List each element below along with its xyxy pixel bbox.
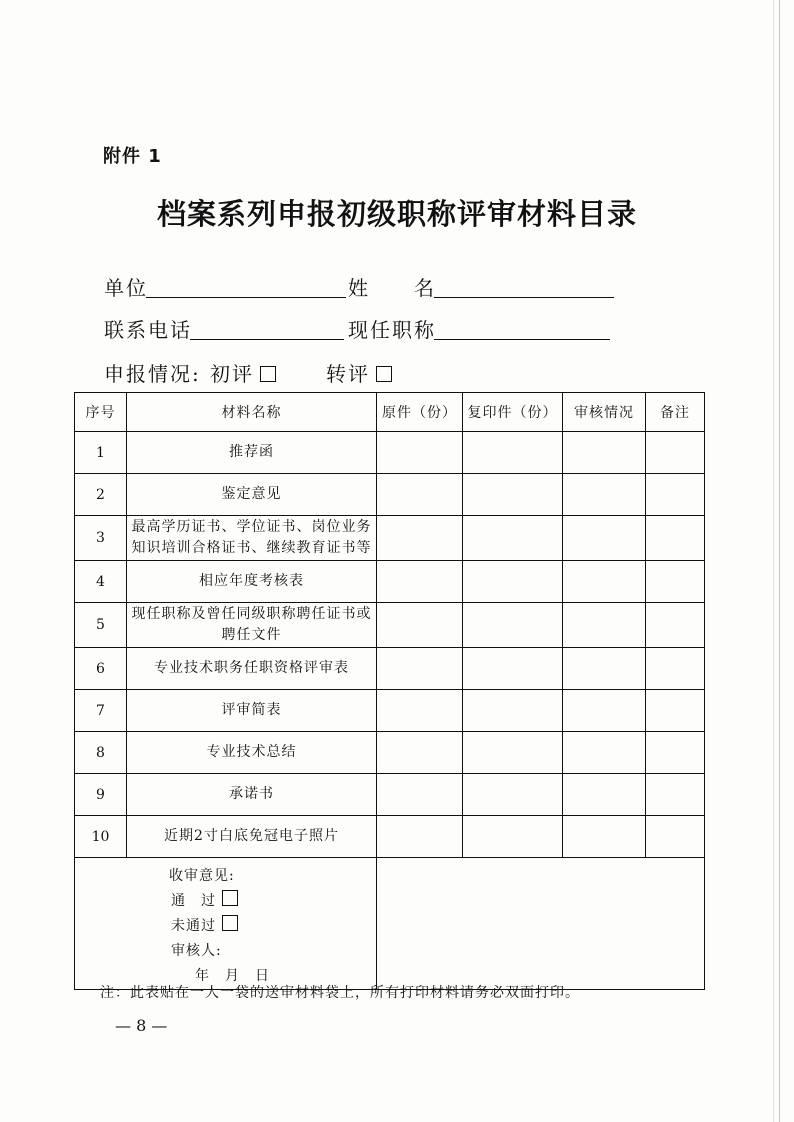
phone-field[interactable] (190, 339, 344, 340)
remark-cell[interactable] (646, 690, 705, 732)
review-cell[interactable] (563, 474, 646, 516)
footnote: 注：此表贴在一人一袋的送审材料袋上，所有打印材料请务必双面打印。 (100, 985, 580, 1001)
review-comment-cell[interactable] (377, 858, 705, 990)
remark-cell[interactable] (646, 474, 705, 516)
phone-label: 联系电话 (104, 318, 192, 342)
attachment-label: 附件 1 (103, 146, 162, 167)
table-row (75, 774, 705, 816)
date-label: 年 月 日 (195, 968, 270, 984)
copy-count-cell[interactable] (463, 432, 563, 474)
table-header-row (75, 393, 705, 432)
page-edge-line-2 (773, 0, 774, 1122)
pass-checkbox[interactable] (222, 890, 238, 906)
pass-label: 通 过 (171, 893, 216, 909)
review-cell[interactable] (563, 603, 646, 648)
material-name: 近期2寸白底免冠电子照片 (127, 816, 377, 858)
original-count-cell[interactable] (377, 516, 463, 561)
name-field[interactable] (434, 297, 614, 298)
materials-table (74, 392, 705, 990)
material-name: 承诺书 (127, 774, 377, 816)
table-row (75, 516, 705, 561)
material-name: 鉴定意见 (127, 474, 377, 516)
table-row (75, 648, 705, 690)
material-name: 相应年度考核表 (127, 561, 377, 603)
review-cell[interactable] (563, 648, 646, 690)
original-count-cell[interactable] (377, 474, 463, 516)
header-cell-original: 原件（份） (377, 393, 463, 432)
review-cell[interactable] (563, 516, 646, 561)
header-cell-remark: 备注 (646, 393, 705, 432)
remark-cell[interactable] (646, 774, 705, 816)
material-name: 最高学历证书、学位证书、岗位业务知识培训合格证书、继续教育证书等 (127, 516, 377, 561)
row-number: 5 (75, 603, 127, 648)
pass-option (169, 889, 376, 914)
material-name: 专业技术职务任职资格评审表 (127, 648, 377, 690)
material-name: 现任职称及曾任同级职称聘任证书或聘任文件 (127, 603, 377, 648)
review-cell[interactable] (563, 816, 646, 858)
row-number: 1 (75, 432, 127, 474)
unit-label: 单位 (104, 276, 148, 300)
review-cell[interactable] (563, 732, 646, 774)
page-number: — 8 — (115, 1016, 168, 1035)
copy-count-cell[interactable] (463, 816, 563, 858)
option-initial (210, 358, 276, 387)
row-number: 4 (75, 561, 127, 603)
row-number: 3 (75, 516, 127, 561)
copy-count-cell[interactable] (463, 474, 563, 516)
original-count-cell[interactable] (377, 732, 463, 774)
reviewer-label: 审核人: (171, 943, 222, 959)
review-cell[interactable] (563, 432, 646, 474)
remark-cell[interactable] (646, 603, 705, 648)
page-edge-line (779, 0, 780, 1122)
remark-cell[interactable] (646, 432, 705, 474)
page-title: 档案系列申报初级职称评审材料目录 (156, 197, 637, 231)
fail-label: 未通过 (171, 918, 216, 934)
material-name: 专业技术总结 (127, 732, 377, 774)
initial-checkbox[interactable] (260, 366, 276, 382)
header-cell-review: 审核情况 (563, 393, 646, 432)
table-row (75, 474, 705, 516)
copy-count-cell[interactable] (463, 648, 563, 690)
original-count-cell[interactable] (377, 774, 463, 816)
unit-field[interactable] (146, 297, 346, 298)
copy-count-cell[interactable] (463, 690, 563, 732)
copy-count-cell[interactable] (463, 561, 563, 603)
header-cell-copy: 复印件（份） (463, 393, 563, 432)
transfer-checkbox[interactable] (376, 366, 392, 382)
remark-cell[interactable] (646, 816, 705, 858)
row-number: 7 (75, 690, 127, 732)
copy-count-cell[interactable] (463, 774, 563, 816)
review-cell[interactable] (563, 774, 646, 816)
option-transfer-label: 转评 (326, 362, 370, 386)
remark-cell[interactable] (646, 516, 705, 561)
row-number: 10 (75, 816, 127, 858)
review-cell[interactable] (563, 561, 646, 603)
original-count-cell[interactable] (377, 432, 463, 474)
table-row (75, 732, 705, 774)
declare-label: 申报情况: (104, 362, 201, 386)
table-row (75, 561, 705, 603)
fail-checkbox[interactable] (222, 915, 238, 931)
opinion-label: 收审意见: (169, 868, 235, 884)
original-count-cell[interactable] (377, 603, 463, 648)
name-label: 姓 名 (348, 276, 436, 300)
table-row (75, 816, 705, 858)
table-row (75, 603, 705, 648)
remark-cell[interactable] (646, 648, 705, 690)
copy-count-cell[interactable] (463, 732, 563, 774)
header-cell-no: 序号 (75, 393, 127, 432)
original-count-cell[interactable] (377, 561, 463, 603)
header-cell-name: 材料名称 (127, 393, 377, 432)
current-title-label: 现任职称 (348, 318, 436, 342)
table-row (75, 690, 705, 732)
option-initial-label: 初评 (210, 362, 254, 386)
original-count-cell[interactable] (377, 648, 463, 690)
review-cell[interactable] (563, 690, 646, 732)
fail-option (169, 914, 376, 939)
row-number: 2 (75, 474, 127, 516)
option-transfer (326, 358, 392, 387)
review-opinion-cell (75, 858, 377, 990)
review-row (75, 858, 705, 990)
row-number: 8 (75, 732, 127, 774)
remark-cell[interactable] (646, 732, 705, 774)
row-number: 6 (75, 648, 127, 690)
row-number: 9 (75, 774, 127, 816)
original-count-cell[interactable] (377, 690, 463, 732)
table-row (75, 432, 705, 474)
copy-count-cell[interactable] (463, 603, 563, 648)
material-name: 评审简表 (127, 690, 377, 732)
material-name: 推荐函 (127, 432, 377, 474)
copy-count-cell[interactable] (463, 516, 563, 561)
original-count-cell[interactable] (377, 816, 463, 858)
current-title-field[interactable] (434, 339, 610, 340)
remark-cell[interactable] (646, 561, 705, 603)
